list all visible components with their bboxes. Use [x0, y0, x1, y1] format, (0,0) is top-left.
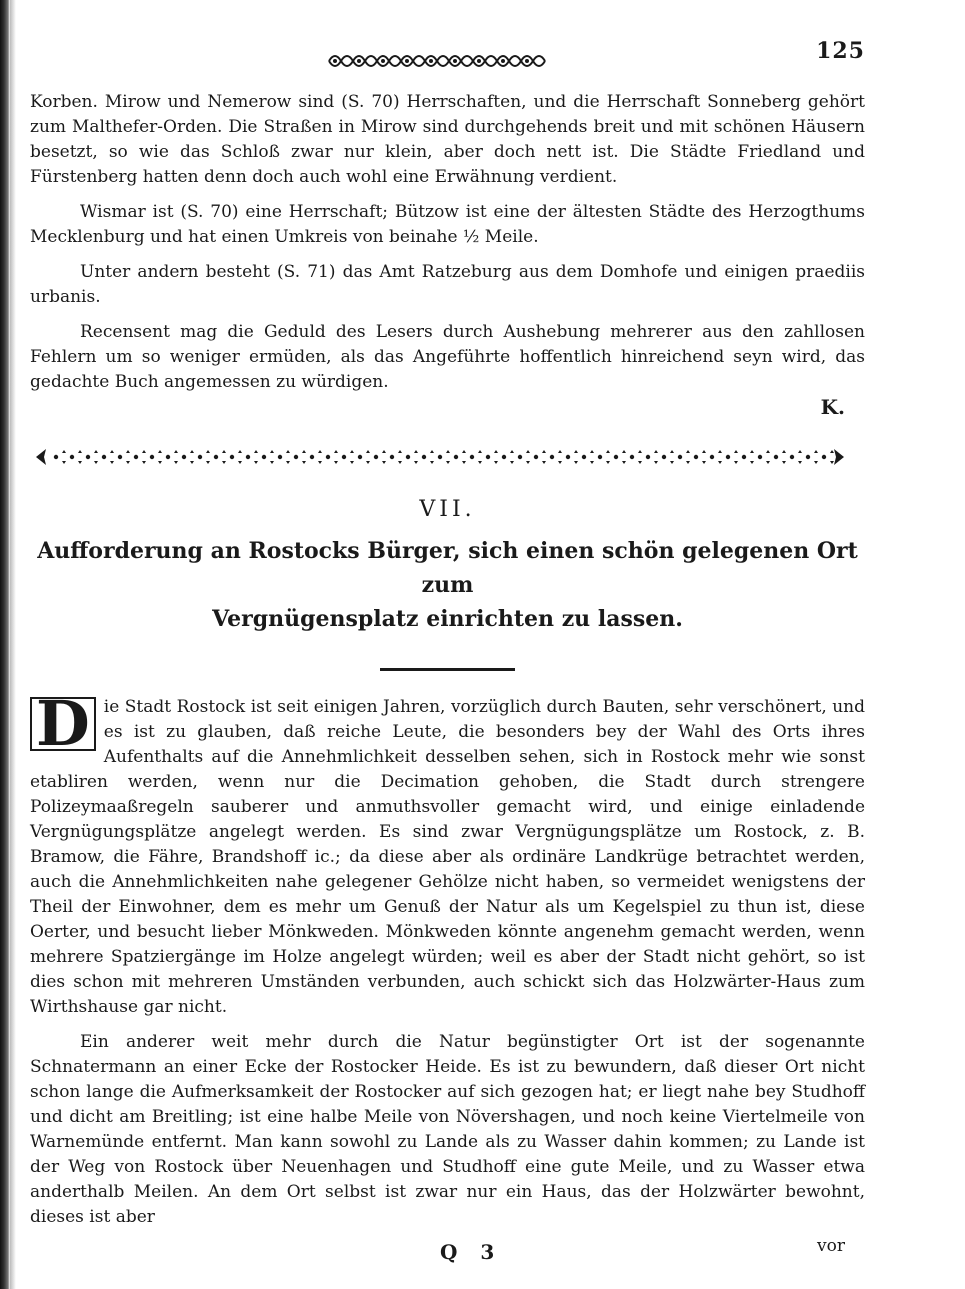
catchword: vor	[817, 1236, 845, 1256]
scan-edge-fade	[10, 0, 16, 1289]
section-title-line-1: Aufforderung an Rostocks Bürger, sich einen schön gelegenen Ort zum	[37, 538, 858, 598]
printer-signature-mark: Q 3	[440, 1240, 503, 1264]
review-paragraph-3: Unter andern besteht (S. 71) das Amt Ratzeburg aus dem Domhofe und einigen praediis urbanis.	[30, 262, 865, 307]
title-rule	[30, 656, 865, 675]
book-page	[30, 30, 865, 1272]
article-paragraph-2: Ein anderer weit mehr durch die Natur begünstigter Ort ist der sogenannte Schnatermann an einer Ecke der Rostocker Heide. Es ist zu bewundern, daß dieser Ort nicht schon lange die Aufmerksamkeit der Rostocker auf sich gezogen hat; er liegt nahe bey Studhoff und dicht am Breitling; ist eine halbe Meile von Növershagen, und noch keine Viertelmeile von Warnemünde entfernt. Man kann sowohl zu Lande als zu Wasser dahin kommen; zu Lande ist der Weg von Rostock über Neuenhagen und Studhoff eine gute Meile, und zu Wasser etwa anderthalb Meilen. An dem Ort selbst ist zwar nur ein Haus, das der Holzwärter bewohnt, dieses ist aber	[30, 1032, 865, 1227]
page-header	[30, 30, 865, 90]
page-number: 125	[816, 38, 865, 64]
drop-cap: D	[30, 697, 96, 751]
section-number: VII.	[419, 497, 476, 522]
section-title	[30, 534, 865, 636]
section-divider-ornament	[30, 445, 850, 469]
page-footer	[30, 1236, 865, 1272]
article-paragraph-1-text: ie Stadt Rostock ist seit einigen Jahren, vorzüglich durch Bauten, sehr verschönert, und es ist zu glauben, daß reiche Leute, die besonders bey der Wahl des Orts ihres Aufenthalts auf die Annehmlichkeit desselben sehen, sich in Rostock mehr wie sonst etabliren werden, wenn nur die Decimation gehoben, die Stadt durch strengere Polizeymaaßregeln sauberer und anmuthsvoller gemacht wird, und einige einladende Vergnügungsplätze angelegt werden. Es sind zwar Vergnügungsplätze um Rostock, z. B. Bramow, die Fähre, Brandshoff ic.; da diese aber als ordinäre Landkrüge betrachtet werden, auch die Annehmlichkeiten nahe gelegener Gehölze nicht haben, so vermeidet wenigstens der Theil der Einwohner, dem es mehr um Genuß der Natur als um Kegelspiel zu thun ist, diese Oerter, und besucht lieber Mönkweden. Mönkweden könnte angenehm gemacht werden, wenn mehrere Spatziergänge im Holze angelegt würden; weil es aber der Stadt nicht gehört, so ist dies schon mit mehreren Umständen verbunden, auch schickt sich das Holzwärter-Haus zum Wirthshause gar nicht.	[30, 697, 865, 1017]
header-ornament	[325, 48, 550, 74]
section-title-line-2: Vergnügensplatz einrichten zu lassen.	[212, 606, 683, 632]
review-paragraph-4: Recensent mag die Geduld des Lesers durch Aushebung mehrerer aus den zahllosen Fehlern um so weniger ermüden, als das Angeführte hoffentlich hinreichend seyn wird, das gedachte Buch angemessen zu würdigen.	[30, 322, 865, 392]
article-paragraph-1	[30, 687, 865, 1020]
review-paragraph-1: Korben. Mirow und Nemerow sind (S. 70) Herrschaften, und die Herrschaft Sonneberg gehört zum Malthefer-Orden. Die Straßen in Mirow sind durchgehends breit und mit schönen Häusern besetzt, so wie das Schloß zwar nur klein, aber doch nett ist. Die Städte Friedland und Fürstenberg hatten denn doch auch wohl eine Erwähnung verdient.	[30, 92, 865, 187]
reviewer-signature: K.	[820, 395, 845, 419]
scan-edge-shadow	[0, 0, 10, 1289]
review-paragraph-2: Wismar ist (S. 70) eine Herrschaft; Bützow ist eine der ältesten Städte des Herzogthums Mecklenburg und hat einen Umkreis von beinahe ½ Meile.	[30, 202, 865, 247]
